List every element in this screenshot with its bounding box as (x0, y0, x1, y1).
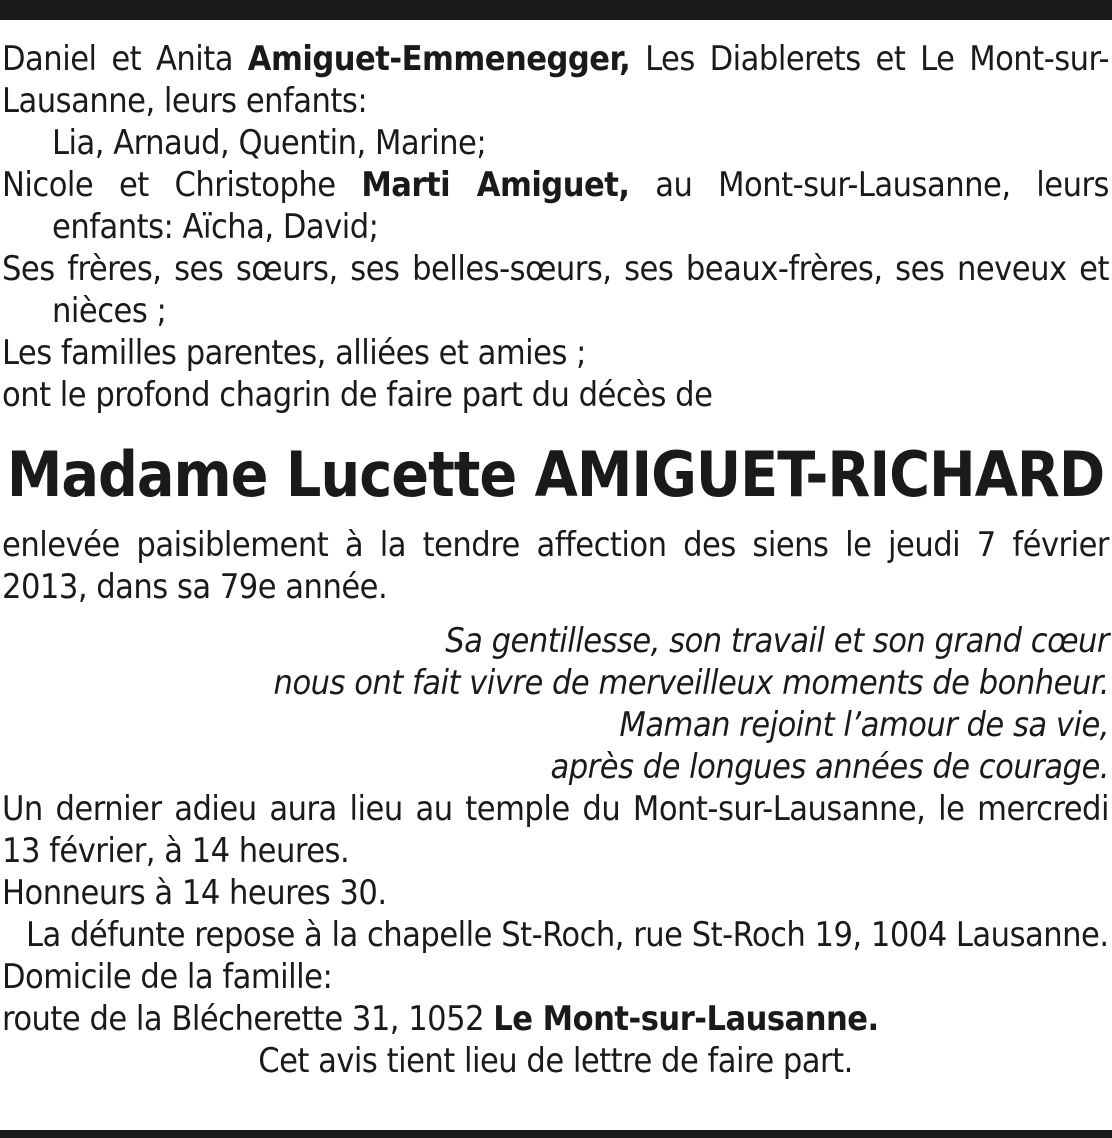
family-line-2 (2, 164, 1109, 248)
poem-line: après de longues années de courage. (550, 747, 1109, 787)
death-notice: enlevée paisiblement à la tendre affection des siens le jeudi 7 février 2013, dans sa 79e année. (2, 525, 1109, 607)
deceased-name: Madame Lucette AMIGUET-RICHARD (6, 438, 1105, 511)
family-line-2-rest: au Mont-sur-Lausanne, leurs enfants: Aïcha, David; (52, 165, 1109, 247)
obituary-notice (2, 38, 1109, 1082)
children-line-1: Lia, Arnaud, Quentin, Marine; (52, 123, 487, 163)
home-label: Domicile de la famille: (2, 957, 333, 997)
poem-line: Maman rejoint l’amour de sa vie, (619, 705, 1109, 745)
poem-line: nous ont fait vivre de merveilleux moments de bonheur. (273, 663, 1109, 703)
family-name-2: Marti Amiguet, (361, 165, 630, 205)
family-line-1 (2, 38, 1109, 122)
family-line-5: ont le profond chagrin de faire part du décès de (2, 375, 713, 415)
family-line-1-rest: Les Diablerets et Le Mont-sur-Lausanne, leurs enfants: (2, 39, 1109, 121)
family-line-3: Ses frères, ses sœurs, ses belles-sœurs, ses beaux-frères, ses neveux et nièces ; (2, 249, 1109, 331)
family-line-2-text: Nicole et Christophe (2, 165, 362, 205)
poem-line: Sa gentillesse, son travail et son grand cœur (445, 621, 1109, 661)
home-address-town: Le Mont-sur-Lausanne. (493, 999, 879, 1039)
home-address-street: route de la Blécherette 31, 1052 (2, 999, 494, 1039)
top-rule (0, 0, 1112, 20)
family-line-4: Les familles parentes, alliées et amies ; (2, 333, 586, 373)
home-address (2, 998, 1109, 1040)
poem (2, 620, 1109, 788)
family-name-1: Amiguet-Emmenegger, (247, 39, 631, 79)
chapel-info: La défunte repose à la chapelle St-Roch, rue St-Roch 19, 1004 Lausanne. (26, 915, 1109, 955)
honours-info: Honneurs à 14 heures 30. (2, 873, 387, 913)
footer-note: Cet avis tient lieu de lettre de faire part. (258, 1041, 853, 1081)
ceremony-info: Un dernier adieu aura lieu au temple du Mont-sur-Lausanne, le mercredi 13 février, à 14 heures. (2, 789, 1109, 871)
bottom-rule (0, 1130, 1112, 1138)
family-line-1-text: Daniel et Anita (2, 39, 248, 79)
